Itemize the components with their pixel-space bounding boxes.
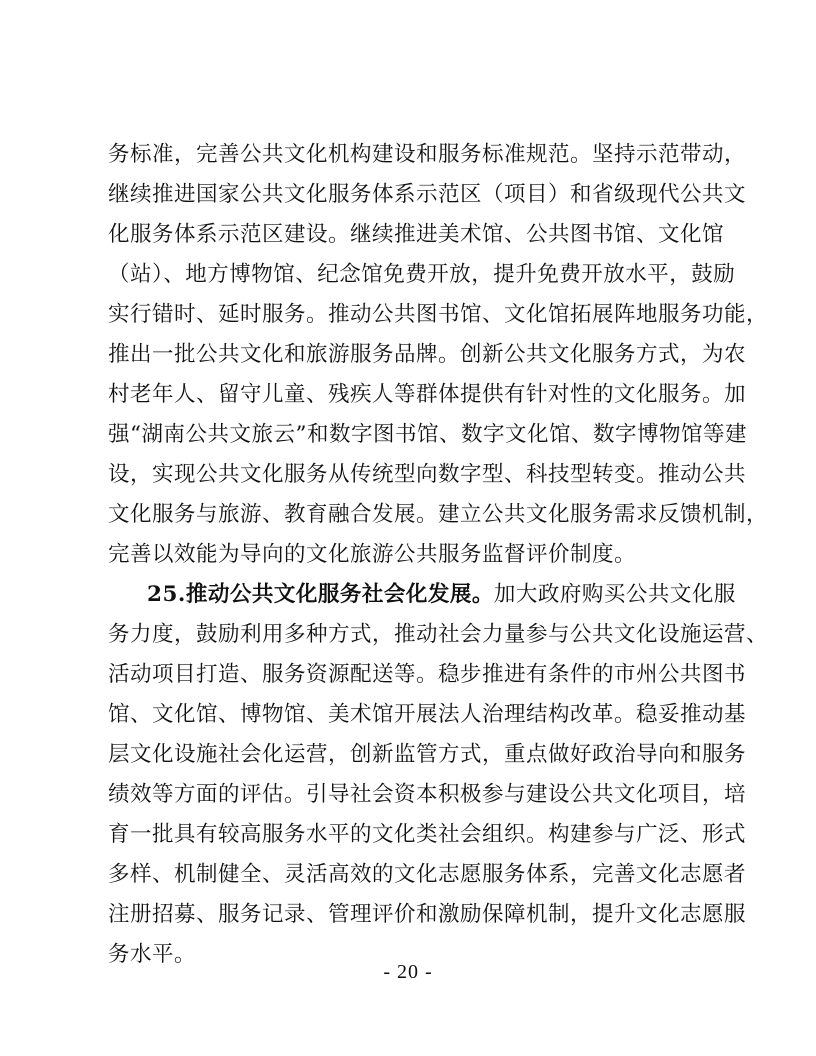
paragraph-line: 村老年人、留守儿童、残疾人等群体提供有针对性的文化服务。加 bbox=[108, 382, 747, 407]
paragraph-first-line bbox=[147, 575, 736, 615]
paragraph-text: 加大政府购买公共文化服 bbox=[493, 582, 736, 607]
paragraph-line: 注册招募、服务记录、管理评价和激励保障机制，提升文化志愿服 bbox=[108, 902, 747, 927]
paragraph-line: 务水平。 bbox=[108, 942, 197, 967]
paragraph-line: 强“湖南公共文旅云”和数字图书馆、数字文化馆、数字博物馆等建 bbox=[108, 422, 747, 447]
paragraph-line: 馆、文化馆、博物馆、美术馆开展法人治理结构改革。稳妥推动基 bbox=[108, 702, 747, 727]
paragraph-line: （站）、地方博物馆、纪念馆免费开放，提升免费开放水平，鼓励 bbox=[108, 262, 736, 287]
paragraph-line: 活动项目打造、服务资源配送等。稳步推进有条件的市州公共图书 bbox=[108, 662, 747, 687]
section-heading: 25.推动公共文化服务社会化发展。 bbox=[147, 582, 494, 607]
paragraph-line: 层文化设施社会化运营，创新监管方式，重点做好政治导向和服务 bbox=[108, 742, 747, 767]
paragraph-line: 务力度，鼓励利用多种方式，推动社会力量参与公共文化设施运营、 bbox=[108, 622, 769, 647]
page-number: - 20 - bbox=[383, 961, 433, 983]
paragraph-line: 务标准，完善公共文化机构建设和服务标准规范。坚持示范带动， bbox=[108, 142, 747, 167]
paragraph-line: 育一批具有较高服务水平的文化类社会组织。构建参与广泛、形式 bbox=[108, 822, 747, 847]
paragraph-line: 实行错时、延时服务。推动公共图书馆、文化馆拓展阵地服务功能， bbox=[108, 302, 769, 327]
paragraph-line: 多样、机制健全、灵活高效的文化志愿服务体系，完善文化志愿者 bbox=[108, 862, 747, 887]
paragraph-line: 完善以效能为导向的文化旅游公共服务监督评价制度。 bbox=[108, 542, 637, 567]
paragraph-line: 绩效等方面的评估。引导社会资本积极参与建设公共文化项目，培 bbox=[108, 782, 747, 807]
paragraph-line: 文化服务与旅游、教育融合发展。建立公共文化服务需求反馈机制， bbox=[108, 502, 769, 527]
paragraph-line: 化服务体系示范区建设。继续推进美术馆、公共图书馆、文化馆 bbox=[108, 222, 725, 247]
paragraph-line: 推出一批公共文化和旅游服务品牌。创新公共文化服务方式，为农 bbox=[108, 342, 747, 367]
paragraph-line: 继续推进国家公共文化服务体系示范区（项目）和省级现代公共文 bbox=[108, 182, 747, 207]
paragraph-line: 设，实现公共文化服务从传统型向数字型、科技型转变。推动公共 bbox=[108, 462, 747, 487]
